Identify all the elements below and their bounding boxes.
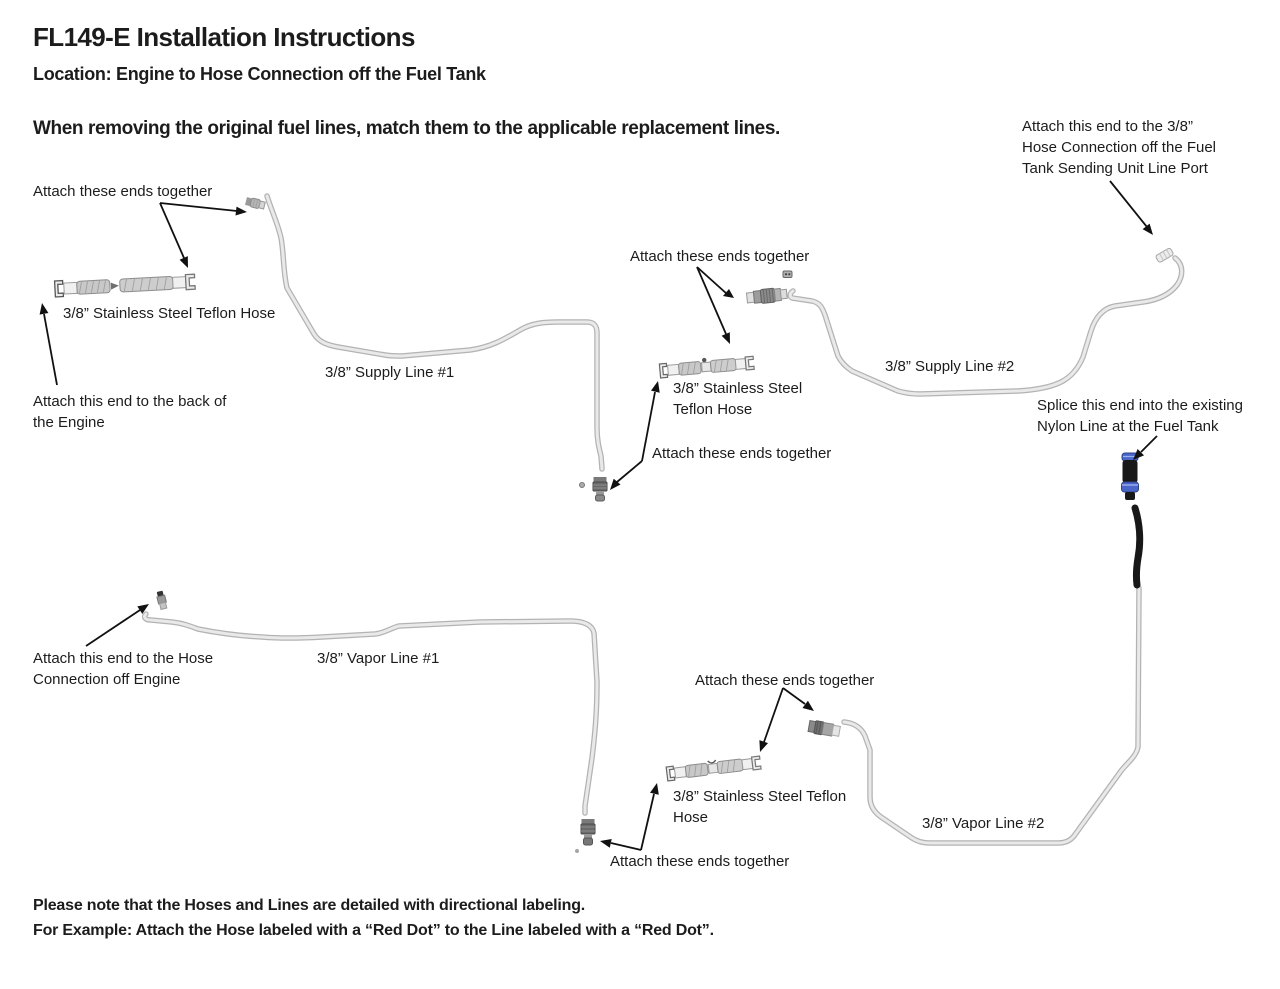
location-line: Location: Engine to Hose Connection off the Fuel Tank bbox=[33, 64, 486, 84]
teflon-hose-1 bbox=[55, 274, 196, 297]
teflon-hose-2 bbox=[659, 354, 754, 378]
teflon-hose-3 bbox=[666, 755, 761, 781]
label-supply-line-2: 3/8” Supply Line #2 bbox=[885, 358, 1015, 375]
vapor-line-2-tube bbox=[844, 508, 1140, 843]
supply-line-1-bottom-fitting bbox=[580, 477, 608, 501]
label-teflon-hose-1: 3/8” Stainless Steel Teflon Hose bbox=[63, 305, 276, 322]
supply-line-1-end-fitting bbox=[245, 197, 266, 210]
splice-connector bbox=[1122, 453, 1139, 500]
label-attach-ends-mid-bottom: Attach these ends together bbox=[652, 445, 832, 462]
instruction-line: When removing the original fuel lines, match them to the applicable replacement lines. bbox=[33, 118, 780, 139]
supply-line-2-tip-fitting bbox=[1155, 248, 1174, 263]
label-supply-line-1: 3/8” Supply Line #1 bbox=[325, 364, 455, 381]
pointer-arrows bbox=[40, 181, 1157, 850]
label-attach-tank-port: Attach this end to the 3/8” Hose Connection off the Fuel Tank Sending Unit Line Port bbox=[1022, 118, 1217, 177]
supply-line-1-tube bbox=[267, 196, 602, 469]
supply-line-2-joint-fitting bbox=[746, 287, 787, 305]
vapor-line-1-tube bbox=[145, 614, 597, 813]
vapor-line-1-end-fitting bbox=[156, 590, 168, 609]
label-attach-ends-low-top: Attach these ends together bbox=[695, 672, 875, 689]
footer-note-line-1: Please note that the Hoses and Lines are detailed with directional labeling. bbox=[33, 897, 586, 914]
label-teflon-hose-3: 3/8” Stainless Steel Teflon Hose bbox=[673, 788, 847, 826]
label-vapor-line-2: 3/8” Vapor Line #2 bbox=[922, 815, 1045, 832]
label-teflon-hose-2: 3/8” Stainless Steel Teflon Hose bbox=[673, 380, 803, 418]
footer-note-line-2: For Example: Attach the Hose labeled with a “Red Dot” to the Line labeled with a “Red Dot”. bbox=[33, 922, 714, 939]
label-vapor-line-1: 3/8” Vapor Line #1 bbox=[317, 650, 440, 667]
label-attach-hose-connection: Attach this end to the Hose Connection off Engine bbox=[33, 650, 214, 688]
vapor-line-1-bottom-fitting bbox=[575, 819, 595, 853]
nylon-line-segment bbox=[1135, 508, 1140, 585]
label-splice-note: Splice this end into the existing Nylon Line at the Fuel Tank bbox=[1037, 397, 1243, 435]
supply-line-2-loose-piece bbox=[783, 271, 792, 278]
label-attach-ends-mid-top: Attach these ends together bbox=[630, 248, 810, 265]
label-attach-ends-low-bottom: Attach these ends together bbox=[610, 853, 790, 870]
page-title: FL149-E Installation Instructions bbox=[33, 22, 415, 52]
label-attach-back-of-engine: Attach this end to the back of the Engine bbox=[33, 393, 227, 431]
vapor-line-2-joint-fitting bbox=[808, 720, 841, 738]
label-attach-ends-top-left: Attach these ends together bbox=[33, 183, 213, 200]
